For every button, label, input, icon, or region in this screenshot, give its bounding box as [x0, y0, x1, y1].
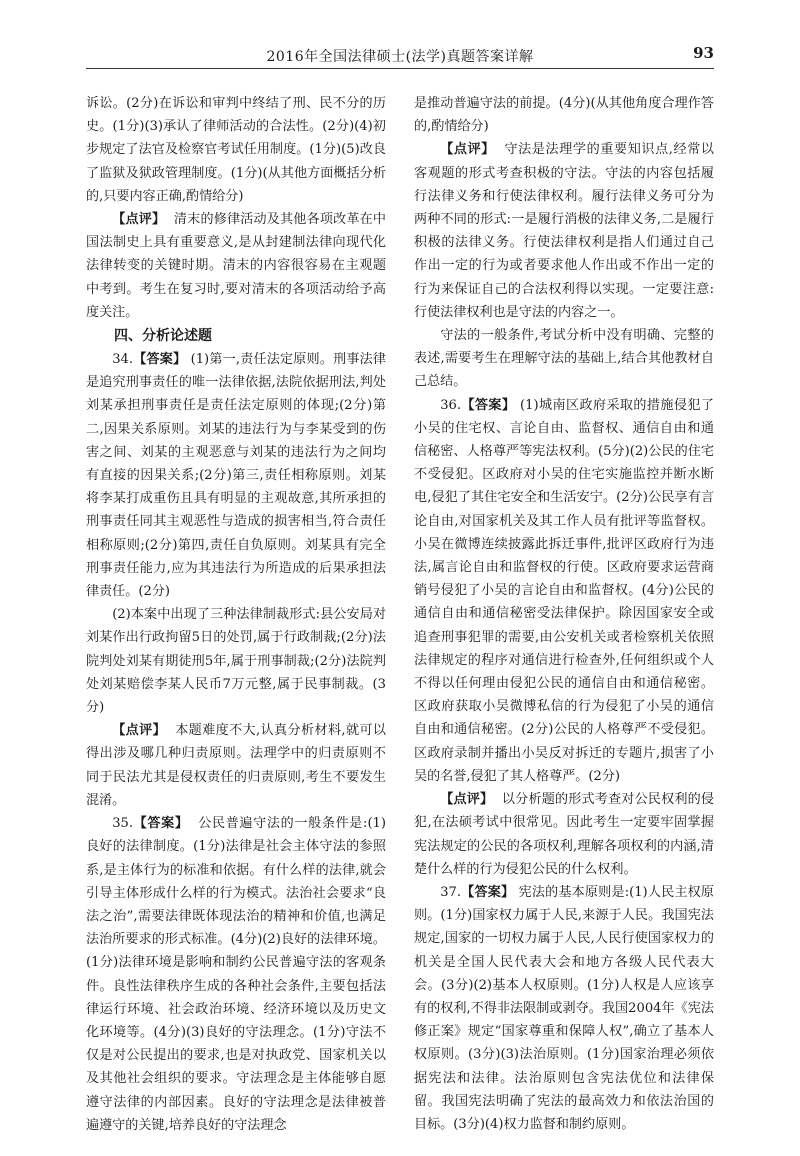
answer-tag: 【答案】 — [461, 397, 516, 413]
question-number: 34. — [112, 352, 134, 368]
page-number: 93 — [693, 44, 714, 62]
answer-text: 宪法的基本原则是:(1)人民主权原则。(1分)国家权力属于人民,来源于人民。我国宪法规定,国家的一切权力属于人民,人民行使国家权力的机关是全国人民代表大会和地方各级人民代表大会。(3分)(2)基本人权原则。(1分)人权是人应该享有的权利,不得非法限制或剥夺。我国2004年《宪法修正案》规定“国家尊重和保障人权”,确立了基本人权原则。(3分)(3)法治原则。(1分)国家治理必须依据宪法和法律。法治原则包含宪法优位和法律保留。我国宪法明确了宪法的最高效力和依法治国的目标。(3分)(4)权力监督和制约原则。 — [414, 884, 714, 1132]
answer-36 — [414, 394, 714, 788]
page-header — [86, 38, 714, 69]
comment-text: 以分析题的形式考查对公民权利的侵犯,在法硕考试中很常见。因此考生一定要牢固掌握宪法规定的公民的各项权利,理解各项权利的内涵,清楚什么样的行为侵犯公民的什么权利。 — [414, 792, 714, 877]
comment-tag: 【点评】 — [112, 723, 167, 739]
comment-35-part-2 — [414, 324, 714, 394]
answer-35 — [86, 812, 386, 1132]
paragraph-text: 守法的一般条件,考试分析中没有明确、完整的表述,需要考生在理解守法的基础上,结合其他教材自己总结。 — [414, 328, 714, 390]
answer-text: 公民普遍守法的一般条件是:(1)良好的法律制度。(1分)法律是社会主体守法的参照系,是主体行为的标准和依据。有什么样的法律,就会引导主体形成什么样的行为模式。法治社会要求“良法之治”,需要法律既体现法治的精神和价值,也满足法治所要求的形式标准。(4分)(2)良好的法律环境。(1分)法律环境是影响和制约公民普遍守法的客观条件。良性法律秩序生成的各种社会条件,主要包括法律运行环境、社会政治环境、经济环境以及历史文化环境等。(4分)(3)良好的守法理念。(1分)守法不仅是对公民提出的要求,也是对执政党、国家机关以及其他社会组织的要求。守法理念是主体能够自愿遵守法律的内部因素。良好的守法理念是法律被普遍遵守的关键,培养良好的守法理念 — [86, 816, 386, 1132]
paragraph — [86, 92, 386, 208]
answer-34-part-2 — [86, 603, 386, 719]
header-title: 2016年全国法律硕士(法学)真题答案详解 — [266, 49, 534, 65]
comment-36 — [414, 788, 714, 881]
comment-text: 本题难度不大,认真分析材料,就可以得出涉及哪几种归责原则。法理学中的归责原则不同于民法尤其是侵权责任的归责原则,考生不要发生混淆。 — [86, 723, 386, 808]
left-column — [86, 92, 386, 1132]
question-number: 37. — [440, 884, 462, 900]
answer-text: (1)城南区政府采取的措施侵犯了小吴的住宅权、言论自由、监督权、通信自由和通信秘密、人格尊严等宪法权利。(5分)(2)公民的住宅不受侵犯。区政府对小吴的住宅实施监控并断水断电,侵犯了其住宅安全和生活安宁。(2分)公民享有言论自由,对国家机关及其工作人员有批评等监督权。小吴在微博连续披露此拆迁事件,批评区政府行为违法,属言论自由和监督权的行使。区政府要求运营商销号侵犯了小吴的言论自由和监督权。(4分)公民的通信自由和通信秘密受法律保护。除因国家安全或追查刑事犯罪的需要,由公安机关或者检察机关依照法律规定的程序对通信进行检查外,任何组织或个人不得以任何理由侵犯公民的通信自由和通信秘密。区政府获取小吴微博私信的行为侵犯了小吴的通信自由和通信秘密。(2分)公民的人格尊严不受侵犯。区政府录制并播出小吴反对拆迁的专题片,损害了小吴的名誉,侵犯了其人格尊严。(2分) — [414, 397, 714, 784]
answer-37 — [414, 881, 714, 1132]
paragraph-text: 是推动普遍守法的前提。(4分)(从其他角度合理作答的,酌情给分) — [414, 96, 714, 135]
comment-tag: 【点评】 — [440, 792, 494, 808]
comment-tag: 【点评】 — [112, 212, 166, 228]
paragraph — [414, 92, 714, 138]
question-number: 35. — [112, 816, 134, 832]
answer-34 — [86, 348, 386, 603]
comment-paragraph — [86, 208, 386, 324]
answer-tag: 【答案】 — [133, 352, 187, 368]
comment-tag: 【点评】 — [440, 142, 495, 158]
answer-tag: 【答案】 — [461, 884, 515, 900]
paragraph-text: 诉讼。(2分)在诉讼和审判中终结了刑、民不分的历史。(1分)(3)承认了律师活动的合法性。(2分)(4)初步规定了法官及检察官考试任用制度。(1分)(5)改良了监狱及狱政管理制度。(1分)(从其他方面概括分析的,只要内容正确,酌情给分) — [86, 96, 386, 204]
comment-text: 守法是法理学的重要知识点,经常以客观题的形式考查积极的守法。守法的内容包括履行法律义务和行使法律权利。履行法律义务可分为两种不同的形式:一是履行消极的法律义务,二是履行积极的法律义务。行使法律权利是指人们通过自己作出一定的行为或者要求他人作出或不作出一定的行为来保证自己的合法权利得以实现。一定要注意:行使法律权利也是守法的内容之一。 — [414, 142, 714, 320]
paragraph-text: (2)本案中出现了三种法律制裁形式:县公安局对刘某作出行政拘留5日的处罚,属于行政制裁;(2分)法院判处刘某有期徒刑5年,属于刑事制裁;(2分)法院判处刘某赔偿李某人民币7万元整,属于民事制裁。(3分) — [86, 607, 386, 716]
answer-tag: 【答案】 — [133, 816, 189, 832]
comment-35 — [414, 138, 714, 324]
comment-text: 清末的修律活动及其他各项改革在中国法制史上具有重要意义,是从封建制法律向现代化法律转变的关键时期。清末的内容很容易在主观题中考到。考生在复习时,要对清末的各项活动给予高度关注。 — [86, 212, 386, 320]
comment-34 — [86, 719, 386, 812]
question-number: 36. — [440, 397, 462, 413]
right-column — [414, 92, 714, 1132]
section-heading: 四、分析论述题 — [114, 328, 212, 345]
answer-text: (1)第一,责任法定原则。刑事法律是追究刑事责任的唯一法律依据,法院依据刑法,判处刘某承担刑事责任是责任法定原则的体现;(2分)第二,因果关系原则。刘某的违法行为与李某受到的伤害之间、刘某的主观恶意与刘某的违法行为之间均有直接的因果关系;(2分)第三,责任相称原则。刘某将李某打成重伤且具有明显的主观故意,其所承担的刑事责任同其主观恶性与造成的损害相当,符合责任相称原则;(2分)第四,责任自负原则。刘某具有完全刑事责任能力,应为其违法行为所造成的后果承担法律责任。(2分) — [86, 352, 386, 600]
